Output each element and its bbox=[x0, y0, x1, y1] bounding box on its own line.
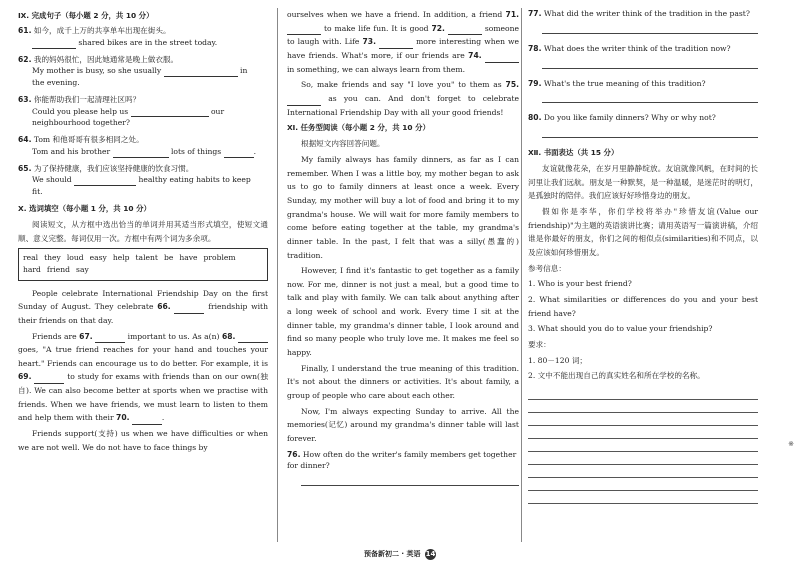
word-option: problem bbox=[203, 253, 236, 263]
word-option: have bbox=[179, 253, 198, 263]
column-middle bbox=[287, 8, 519, 544]
answer-blank[interactable] bbox=[32, 39, 76, 49]
writing-line[interactable] bbox=[528, 478, 758, 491]
passage-paragraph: So, make friends and say "I love you" to them as 75. as you can. And don't forget to celebrate International Friendship Day with all your good friends! bbox=[287, 80, 519, 117]
passage-paragraph: Friends are 67. important to us. As a(n) 68. goes, "A true friend reaches for your hand and touches your heart." Friends can encourage us to do better. For example, it is 69. to study for exams with friends than on our own(独自). We can also become better at sports when we practise with friends. When we have friends, we must learn to listen to them and help them with their 70. . bbox=[18, 330, 268, 426]
reading-paragraph: Finally, I understand the true meaning of this tradition. It's not about the dinners or activities. It's about family, a group of people who care about each other. bbox=[287, 363, 519, 401]
answer-blank[interactable] bbox=[132, 415, 162, 425]
answer-blank[interactable] bbox=[131, 107, 209, 117]
answer-blank[interactable] bbox=[174, 304, 204, 314]
requirement-item: 1. 80－120 词； bbox=[528, 355, 588, 365]
requirements-title: 要求： bbox=[528, 339, 551, 349]
word-box bbox=[18, 248, 268, 280]
word-option: easy bbox=[89, 253, 107, 263]
question-63: 63. 你能帮助我们一起清理社区吗？ Could you please help us our neighbourhood together? bbox=[18, 94, 225, 128]
writing-line[interactable] bbox=[528, 439, 758, 452]
instructions: 阅读短文，从方框中选出恰当的单词并用其适当形式填空，使短文通顺、意义完整。每词仅用一次。方框中有两个词为多余项。 bbox=[18, 219, 268, 243]
column-divider bbox=[521, 8, 522, 542]
section-heading: Ⅸ. 完成句子（每小题 2 分，共 10 分） bbox=[18, 11, 154, 20]
word-option: hard bbox=[23, 265, 41, 275]
answer-blank[interactable] bbox=[224, 148, 254, 158]
reading-paragraph: Now, I'm always expecting Sunday to arrive. All the memories(记忆) around my grandma's dinner table will last forever. bbox=[287, 406, 519, 444]
answer-blank[interactable] bbox=[287, 96, 321, 106]
answer-blank[interactable] bbox=[95, 333, 125, 343]
page-footer bbox=[0, 549, 800, 560]
writing-line[interactable] bbox=[528, 426, 758, 439]
answer-blank[interactable] bbox=[448, 25, 482, 35]
section-heading: Ⅺ. 任务型阅读（每小题 2 分，共 10 分） bbox=[287, 123, 430, 133]
word-option: be bbox=[163, 253, 174, 263]
page-number: 14 bbox=[425, 550, 436, 558]
question-79: 79. What's the true meaning of this tradition? bbox=[528, 78, 758, 104]
writing-area[interactable] bbox=[528, 387, 758, 504]
reference-title: 参考信息： bbox=[528, 263, 566, 273]
requirement-item: 2. 文中不能出现自己的真实姓名和所在学校的名称。 bbox=[528, 371, 705, 381]
column-divider bbox=[277, 8, 278, 542]
word-option: talent bbox=[135, 253, 158, 263]
question-76: 76. How often do the writer's family members get together for dinner? bbox=[287, 449, 519, 487]
answer-blank[interactable] bbox=[74, 176, 136, 186]
reading-paragraph: However, I find it's fantastic to get together as a family now. For me, dinner is not just a meal, but a good time to talk and play with family. We can talk about anything after a long week of school and work. Every time I sit at the dinner table, my grandma's dinner table, I look around and find so many people who truly love me. It makes me feel so happy. bbox=[287, 266, 519, 358]
answer-line[interactable] bbox=[301, 475, 519, 486]
word-option: friend bbox=[46, 265, 71, 275]
word-option: help bbox=[112, 253, 130, 263]
answer-line[interactable] bbox=[542, 58, 758, 69]
question-80: 80. Do you like family dinners? Why or why not? bbox=[528, 112, 758, 138]
word-option: they bbox=[44, 253, 61, 263]
reference-item: 3. What should you do to value your friendship? bbox=[528, 324, 713, 334]
section-heading: Ⅻ. 书面表达（共 15 分） bbox=[528, 148, 619, 158]
word-option: real bbox=[23, 253, 39, 263]
writing-line[interactable] bbox=[528, 452, 758, 465]
question-65: 65. 为了保持健康，我们应该坚持健康的饮食习惯。 We should healthy eating habits to keep fit. bbox=[18, 163, 251, 197]
answer-blank[interactable] bbox=[485, 53, 519, 63]
instructions: 根据短文内容回答问题。 bbox=[301, 139, 385, 149]
question-78: 78. What does the writer think of the tradition now? bbox=[528, 43, 758, 69]
reading-paragraph: My family always has family dinners, as far as I can remember. When I was a little boy, my mother began to ask us to go to family dinners at least once a week. Every Sunday, my mother will buy a lot of food and bring it to my grandma's house. We will wait for more family members to come before eating together at the table, my grandma's dinner table. In the past, I felt that was a silly(愚蠢的) tradition. bbox=[287, 154, 519, 260]
answer-line[interactable] bbox=[542, 92, 758, 103]
question-61: 61. 如今，成千上万的共享单车出现在街头。 shared bikes are in the street today. bbox=[18, 26, 218, 47]
writing-line[interactable] bbox=[528, 465, 758, 478]
answer-line[interactable] bbox=[542, 23, 758, 34]
section-heading: Ⅹ. 选词填空（每小题 1 分，共 10 分） bbox=[18, 203, 151, 213]
question-62: 62. 我的妈妈很忙，因此她通常是晚上做衣服。 My mother is busy, so she usually in the evening. bbox=[18, 54, 248, 88]
passage-paragraph: ourselves when we have a friend. In addition, a friend 71. to make life fun. It is good 72. someone to laugh with. Life 73. more interesting when we have friends. What's more, if our friends are 74. in something, we can always learn from them. bbox=[287, 10, 520, 74]
column-right bbox=[528, 8, 758, 544]
column-left bbox=[18, 8, 268, 544]
answer-blank[interactable] bbox=[34, 374, 64, 384]
answer-blank[interactable] bbox=[164, 67, 238, 77]
answer-blank[interactable] bbox=[238, 333, 268, 343]
word-option: say bbox=[76, 265, 89, 275]
answer-blank[interactable] bbox=[113, 148, 169, 158]
writing-line[interactable] bbox=[528, 491, 758, 504]
margin-mark: ※ bbox=[788, 440, 794, 448]
writing-prompt: 友谊就像花朵，在岁月里静静绽放。友谊就像风帆，在时间的长河里让我们远航。朋友是一种默契，是一种温暖，是迷茫时的明灯，是孤独时的陪伴。我们应该好好珍惜身边的朋友。 bbox=[528, 164, 758, 201]
question-77: 77. What did the writer think of the tradition in the past? bbox=[528, 8, 758, 34]
writing-prompt: 假如你是李华，你们学校将举办"珍惜友谊(Value our friendship)"为主题的英语演讲比赛；请用英语写一篇演讲稿，介绍谁是你最好的朋友，你们之间的相似点(similarities)和不同点，以及应该如何珍惜朋友。 bbox=[528, 207, 758, 257]
passage-paragraph: People celebrate International Friendship Day on the first Sunday of August. They celebrate 66. friendship with their friends on that day. bbox=[18, 288, 268, 325]
question-64: 64. Tom 和他哥哥有很多相同之处。 Tom and his brother lots of things . bbox=[18, 135, 256, 156]
answer-line[interactable] bbox=[542, 127, 758, 138]
footer-label: 预备新初二 · 英语 bbox=[364, 550, 421, 558]
reference-item: 2. What similarities or differences do you and your best friend have? bbox=[528, 294, 758, 318]
word-option: loud bbox=[66, 253, 84, 263]
writing-line[interactable] bbox=[528, 400, 758, 413]
writing-line[interactable] bbox=[528, 413, 758, 426]
reference-item: 1. Who is your best friend? bbox=[528, 279, 632, 289]
answer-blank[interactable] bbox=[379, 39, 413, 49]
writing-line[interactable] bbox=[528, 387, 758, 400]
answer-blank[interactable] bbox=[287, 25, 321, 35]
passage-paragraph: Friends support(支持) us when we have difficulties or when we are not well. We do not have to face things by bbox=[18, 429, 268, 452]
